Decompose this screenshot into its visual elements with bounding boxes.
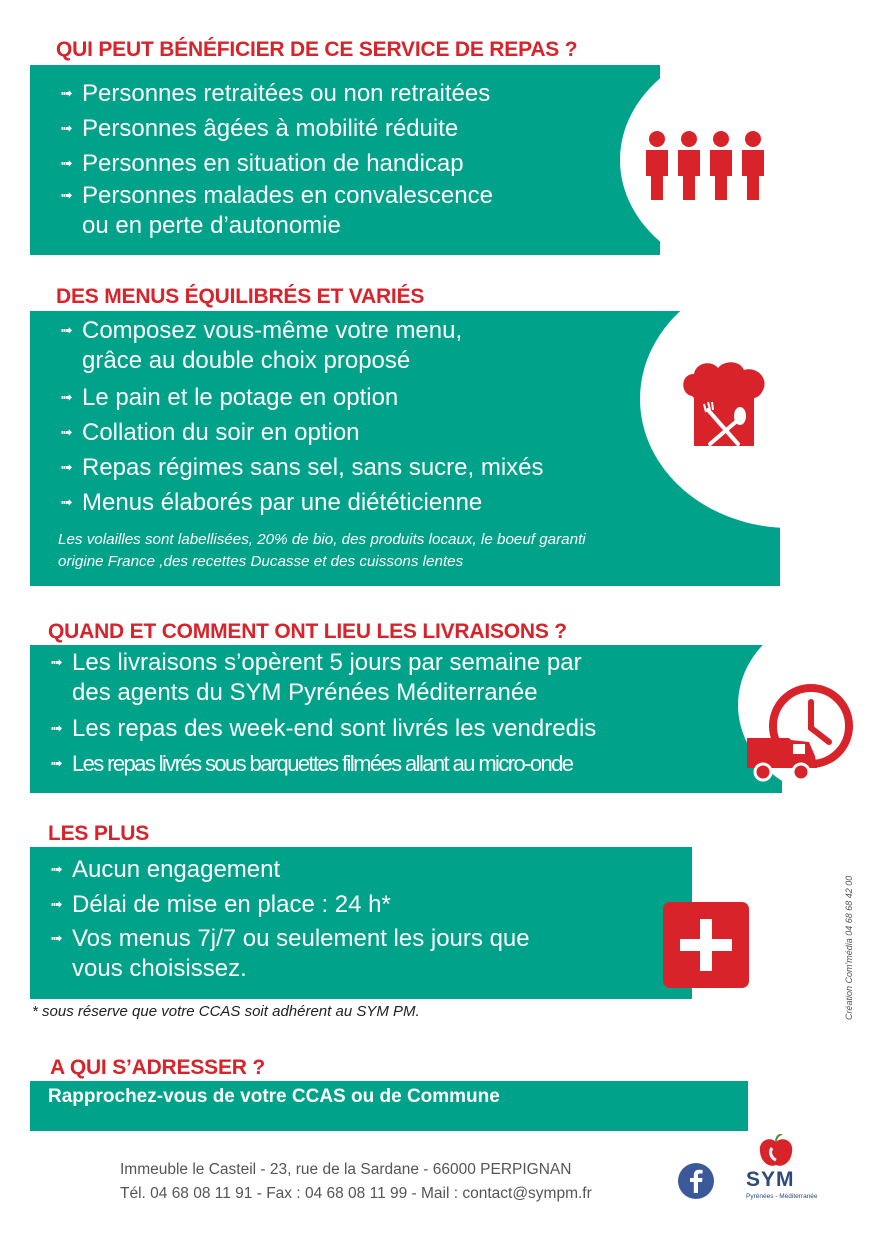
- list-item: ➟ Aucun engagement: [50, 852, 530, 887]
- apple-logo-icon: [756, 1134, 796, 1170]
- section4-list: [50, 852, 530, 984]
- arrow-icon: ➟: [60, 424, 73, 441]
- arrow-icon: ➟: [60, 389, 73, 406]
- list-item: ➟ Les repas des week-end sont livrés les vendredis: [50, 711, 596, 746]
- facebook-icon[interactable]: [677, 1162, 715, 1200]
- list-item: ➟ Vos menus 7j/7 ou seulement les jours que vous choisissez.: [50, 925, 530, 982]
- list-item: ➟ Délai de mise en place : 24 h*: [50, 887, 530, 922]
- list-item: ➟ Personnes en situation de handicap: [60, 146, 493, 181]
- list-item: ➟ Personnes retraitées ou non retraitées: [60, 76, 493, 111]
- sym-logo: [742, 1134, 818, 1214]
- arrow-icon: ➟: [60, 120, 73, 137]
- section4-title: LES PLUS: [48, 822, 150, 845]
- list-item: ➟ Menus élaborés par une diététicienne: [60, 485, 544, 520]
- list-item: ➟ Le pain et le potage en option: [60, 380, 544, 415]
- credit-text: Création Com'média 04 68 68 42 00: [844, 875, 854, 1020]
- section5-text: Rapprochez-vous de votre CCAS ou de Commune: [48, 1086, 500, 1107]
- arrow-icon: ➟: [50, 930, 63, 947]
- arrow-icon: ➟: [50, 654, 63, 671]
- section2-title: DES MENUS ÉQUILIBRÉS ET VARIÉS: [56, 285, 425, 308]
- list-item: ➟ Les repas livrés sous barquettes filmées allant au micro-onde: [50, 746, 596, 781]
- clock-truck-icon: [745, 680, 857, 782]
- arrow-icon: ➟: [50, 861, 63, 878]
- list-item: ➟ Repas régimes sans sel, sans sucre, mixés: [60, 450, 544, 485]
- logo-name: SYM: [746, 1168, 795, 1191]
- section1-title: QUI PEUT BÉNÉFICIER DE CE SERVICE DE REPAS ?: [56, 38, 578, 61]
- section2-list: [60, 316, 544, 520]
- arrow-icon: ➟: [50, 720, 63, 737]
- list-item: ➟ Personnes âgées à mobilité réduite: [60, 111, 493, 146]
- arrow-icon: ➟: [60, 322, 73, 339]
- arrow-icon: ➟: [60, 494, 73, 511]
- list-item: ➟ Les livraisons s’opèrent 5 jours par semaine par des agents du SYM Pyrénées Méditerranée: [50, 649, 582, 706]
- section3-list: [50, 648, 596, 781]
- plus-icon: [663, 902, 749, 988]
- section2-note: Les volailles sont labellisées, 20% de bio, des produits locaux, le boeuf garanti origine France ,des recettes Ducasse et des cuissons lentes: [58, 531, 586, 570]
- list-item: ➟ Composez vous-même votre menu, grâce au double choix proposé: [60, 317, 463, 374]
- arrow-icon: ➟: [50, 755, 63, 772]
- footer-contact: Tél. 04 68 08 11 91 - Fax : 04 68 08 11 99 - Mail : contact@sympm.fr: [120, 1185, 592, 1202]
- people-icon: [643, 130, 769, 202]
- footnote: * sous réserve que votre CCAS soit adhérent au SYM PM.: [32, 1003, 420, 1020]
- list-item: ➟ Personnes malades en convalescence ou en perte d’autonomie: [60, 182, 493, 239]
- section3-title: QUAND ET COMMENT ONT LIEU LES LIVRAISONS ?: [48, 620, 567, 643]
- section5-title: A QUI S’ADRESSER ?: [50, 1056, 265, 1079]
- arrow-icon: ➟: [60, 459, 73, 476]
- footer-address: Immeuble le Casteil - 23, rue de la Sardane - 66000 PERPIGNAN: [120, 1161, 572, 1178]
- list-item: ➟ Collation du soir en option: [60, 415, 544, 450]
- arrow-icon: ➟: [60, 187, 73, 204]
- arrow-icon: ➟: [60, 85, 73, 102]
- section1-list: [60, 76, 493, 241]
- arrow-icon: ➟: [50, 896, 63, 913]
- logo-subtitle: Pyrénées - Méditerranée: [746, 1193, 818, 1200]
- chef-hat-cutlery-icon: [678, 360, 770, 448]
- arrow-icon: ➟: [60, 155, 73, 172]
